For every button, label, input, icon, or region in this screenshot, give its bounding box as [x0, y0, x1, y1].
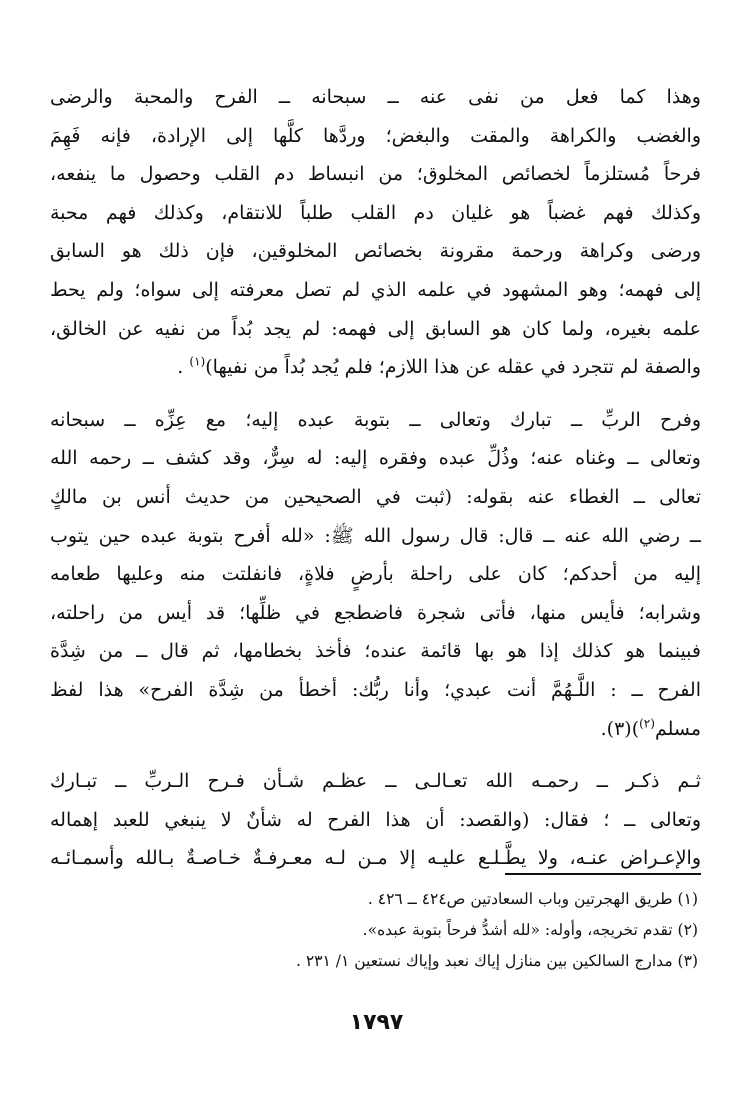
footnote-ref: (١): [189, 354, 206, 369]
text-line: ثـم ذكـر ــ رحمـه الله تعـالـى ــ عظـم شـأن فـرح الـربِّ ــ تبـارك: [50, 770, 701, 793]
text-fragment: والصفة لم تتجرد في عقله عن هذا اللازم؛ فلم يُجد بُداً من نفيها): [205, 356, 701, 379]
footnotes: [53, 884, 698, 977]
paragraph-3: [50, 762, 701, 878]
text-line: وشرابه؛ فأيس منها، فأتى شجرة فاضطجع في ظلِّها؛ قد أيس من راحلته،: [50, 601, 701, 624]
paragraph-2: [50, 401, 701, 748]
text-line-last: [50, 348, 701, 387]
text-line: الفرح ــ : اللَّـهُمَّ أنت عبدي؛ وأنا ربُّك: أخطأ من شِدَّة الفرح» هذا لفظ: [50, 678, 701, 701]
body-text: [50, 78, 701, 878]
footnote-2: (٢) تقدم تخريجه، وأوله: «لله أشدُّ فرحاً بتوبة عبده».: [362, 921, 698, 939]
text-line: علمه بغيره، ولما كان هو السابق إلى فهمه: لم يجد بُداً من نفيه عن الخالق،: [50, 317, 701, 340]
text-fragment: مسلم: [654, 717, 701, 740]
paragraph-1: [50, 78, 701, 387]
text-line: والإعـراض عنـه، ولا يطَّـلـع عليـه إلا مـن لـه معـرفـةٌ خـاصـةٌ بـالله وأسمـائـه: [50, 847, 702, 870]
text-line: ــ رضي الله عنه ــ قال: قال رسول الله ﷺ: «لله أفرح بتوبة عبده حين يتوب: [50, 524, 701, 547]
text-line-last: [50, 710, 701, 749]
text-line: وهذا كما فعل من نفى عنه ــ سبحانه ــ الفرح والمحبة والرضى: [50, 86, 701, 108]
text-line: والغضب والكراهة والمقت والبغض؛ وردَّها كلَّها إلى الإرادة، فإنه فَهِمَ: [50, 124, 701, 147]
text-line: ورضى وكراهة ورحمة مقرونة بخصائص المخلوقين، فإن ذلك هو السابق: [50, 240, 701, 263]
text-line: إلى فهمه؛ وهو المشهود في علمه الذي لم تصل معرفته إلى سواه؛ ولم يحط: [50, 278, 701, 301]
page-number: ١٧٩٧: [349, 1010, 404, 1035]
text-line: وفرح الربِّ ــ تبارك وتعالى ــ بتوبة عبده إليه؛ مع عِزِّه ــ سبحانه: [50, 408, 701, 431]
text-line: إليه من أحدكم؛ كان على راحلة بأرضٍ فلاةٍ، فانفلتت منه وعليها طعامه: [50, 563, 701, 586]
text-line: تعالى ــ الغطاء عنه بقوله: (ثبت في الصحيحين من حديث أنس بن مالكٍ: [50, 485, 701, 508]
text-line: وكذلك فهم غضباً هو غليان دم القلب طلباً للانتقام، وكذلك فهم محبة: [50, 201, 701, 224]
text-line: فبينما هو كذلك إذا هو بها قائمة عنده؛ فأخذ بخطامها، ثم قال ــ من شِدَّة: [50, 640, 701, 663]
text-line: وتعالى ــ وغناه عنه؛ وذُلِّ عبده وفقره إليه: له سِرٌّ، وقد كشف ــ رحمه الله: [50, 447, 701, 470]
footnote-ref: (٢): [639, 716, 655, 731]
text-fragment: .: [177, 356, 190, 379]
text-line: وتعالى ــ ؛ فقال: (والقصد: أن هذا الفرح له شأنٌ لا ينبغي للعبد إهماله: [50, 808, 701, 831]
text-line: فرحاً مُستلزماً لخصائص المخلوق؛ من انبساط دم القلب وحصول ما ينفعه،: [50, 163, 701, 186]
text-fragment: )(٣).: [600, 717, 640, 740]
footnote-3: (٣) مدارج السالكين بين منازل إياك نعبد وإياك نستعين ١/ ٢٣١ .: [295, 952, 698, 970]
footnote-1: (١) طريق الهجرتين وباب السعادتين ص٤٢٤ ــ ٤٢٦ .: [367, 890, 698, 908]
footnote-separator: [505, 873, 701, 875]
